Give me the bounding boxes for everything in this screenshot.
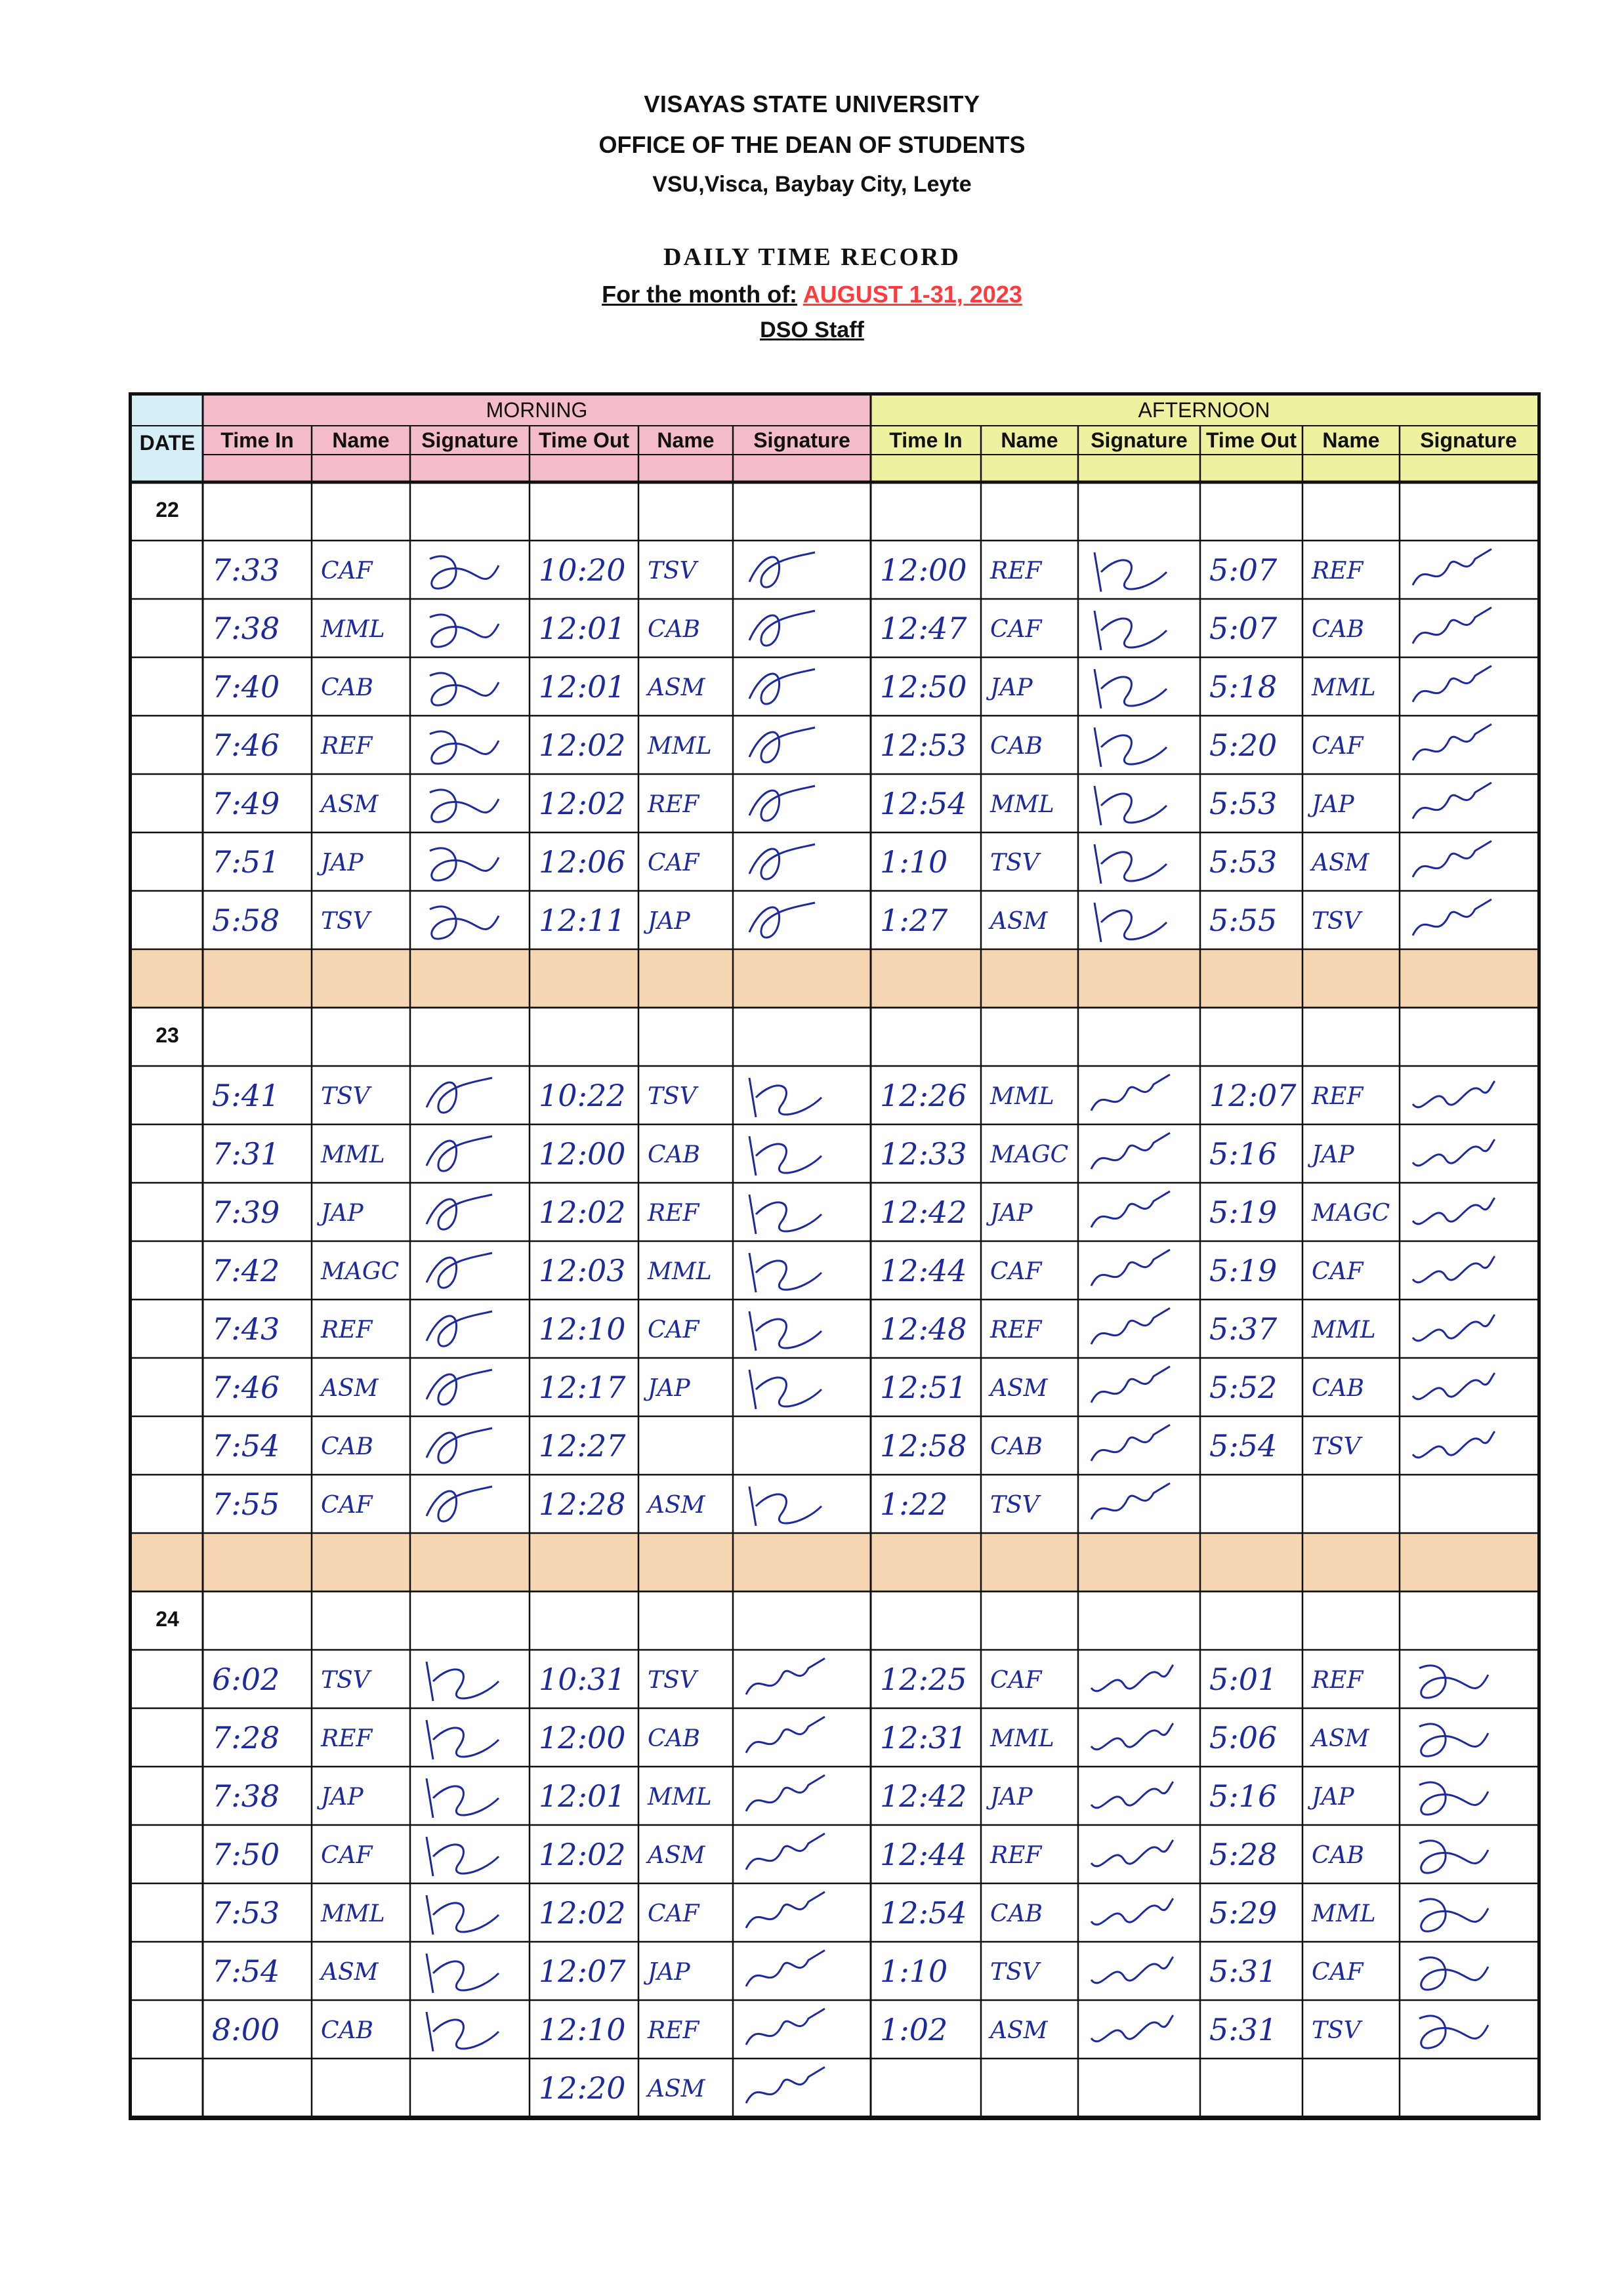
name-entry: JAP bbox=[648, 1959, 690, 1986]
time-entry: 12:42 bbox=[880, 1195, 967, 1230]
name-entry: REF bbox=[1312, 1667, 1364, 1694]
name-entry: CAF bbox=[648, 1317, 699, 1343]
signature-scribble bbox=[1413, 1198, 1495, 1224]
name-entry: JAP bbox=[1312, 791, 1354, 818]
time-entry: 5:19 bbox=[1209, 1195, 1278, 1230]
name-entry: JAP bbox=[321, 1200, 364, 1227]
name-entry: MAGC bbox=[321, 1258, 400, 1285]
signature-scribble bbox=[1091, 1957, 1173, 1983]
signature-scribble bbox=[746, 1892, 825, 1928]
signature-scribble bbox=[749, 1311, 822, 1351]
name-entry: CAB bbox=[321, 674, 373, 701]
time-entry: 12:58 bbox=[880, 1428, 967, 1464]
signature-scribble bbox=[1091, 1782, 1173, 1808]
time-entry: 5:20 bbox=[1209, 728, 1278, 763]
time-entry: 1:22 bbox=[880, 1486, 948, 1522]
signature-scribble bbox=[1094, 611, 1167, 650]
time-entry: 5:41 bbox=[212, 1078, 280, 1113]
signature-scribble bbox=[427, 1370, 492, 1404]
column-header: Name bbox=[1322, 428, 1380, 452]
name-entry: MML bbox=[1312, 674, 1376, 701]
time-entry: 12:42 bbox=[880, 1778, 967, 1814]
signature-scribble bbox=[1091, 1665, 1173, 1691]
signature-scribble bbox=[749, 1486, 822, 1526]
signature-scribble bbox=[1419, 1841, 1488, 1873]
name-entry: MML bbox=[990, 1725, 1054, 1752]
name-entry: TSV bbox=[1312, 1433, 1361, 1460]
signature-scribble bbox=[1419, 1782, 1488, 1814]
afternoon-header: AFTERNOON bbox=[1138, 398, 1270, 422]
time-entry: 7:55 bbox=[212, 1486, 280, 1522]
name-entry: TSV bbox=[321, 1667, 370, 1694]
signature-scribble bbox=[427, 1253, 492, 1288]
signature-scribble bbox=[430, 615, 499, 647]
name-entry: CAF bbox=[1312, 1959, 1364, 1986]
time-entry: 5:07 bbox=[1209, 552, 1278, 588]
time-entry: 7:51 bbox=[212, 844, 280, 880]
signature-scribble bbox=[1091, 1133, 1170, 1169]
name-entry: ASM bbox=[990, 1375, 1048, 1402]
signature-scribble bbox=[746, 1717, 825, 1753]
time-entry: 12:31 bbox=[880, 1720, 967, 1755]
month-line bbox=[0, 281, 1624, 308]
time-entry: 5:06 bbox=[1209, 1720, 1278, 1755]
time-entry: 12:33 bbox=[880, 1136, 967, 1172]
name-entry: CAF bbox=[1312, 1258, 1364, 1285]
column-header: Signature bbox=[753, 428, 850, 452]
name-entry: TSV bbox=[1312, 2017, 1361, 2044]
name-entry: JAP bbox=[321, 1784, 364, 1811]
name-entry: ASM bbox=[321, 1959, 379, 1986]
column-header: Time Out bbox=[1205, 428, 1297, 452]
column-header: Time In bbox=[220, 428, 294, 452]
name-entry: JAP bbox=[648, 908, 690, 935]
day-separator bbox=[132, 1533, 1537, 1591]
signature-scribble bbox=[746, 2009, 825, 2045]
signature-scribble bbox=[1091, 1723, 1173, 1750]
signature-scribble bbox=[749, 786, 815, 821]
time-entry: 5:53 bbox=[1209, 844, 1278, 880]
name-entry: ASM bbox=[321, 791, 379, 818]
time-entry: 7:33 bbox=[212, 552, 280, 588]
column-header: Signature bbox=[1091, 428, 1188, 452]
signature-scribble bbox=[427, 2012, 499, 2051]
signature-scribble bbox=[746, 1658, 825, 1694]
signature-scribble bbox=[427, 1662, 499, 1701]
signature-scribble bbox=[749, 903, 815, 937]
signature-scribble bbox=[1413, 1373, 1495, 1399]
signature-scribble bbox=[1413, 841, 1491, 877]
name-entry: CAB bbox=[1312, 1842, 1364, 1869]
time-record-table bbox=[129, 392, 1541, 2120]
signature-scribble bbox=[1413, 1431, 1495, 1458]
time-entry: 5:31 bbox=[1209, 2012, 1278, 2047]
signature-scribble bbox=[749, 728, 815, 762]
signature-scribble bbox=[427, 1195, 492, 1229]
time-entry: 7:43 bbox=[212, 1311, 280, 1347]
name-entry: CAB bbox=[990, 1900, 1043, 1927]
date-header: DATE bbox=[139, 431, 196, 455]
signature-scribble bbox=[427, 1486, 492, 1521]
signature-scribble bbox=[749, 1136, 822, 1176]
signature-scribble bbox=[427, 1078, 492, 1113]
signature-scribble bbox=[1091, 1308, 1170, 1344]
signature-scribble bbox=[746, 1950, 825, 1986]
office-name: OFFICE OF THE DEAN OF STUDENTS bbox=[598, 131, 1026, 158]
time-entry: 1:10 bbox=[880, 1954, 948, 1989]
name-entry: MML bbox=[648, 1784, 712, 1811]
time-entry: 5:52 bbox=[1209, 1370, 1278, 1405]
time-entry: 7:42 bbox=[212, 1253, 280, 1288]
month-label: For the month of: bbox=[602, 281, 798, 308]
time-entry: 10:31 bbox=[539, 1662, 626, 1697]
signature-scribble bbox=[749, 1253, 822, 1292]
time-entry: 12:53 bbox=[880, 728, 967, 763]
time-entry: 5:01 bbox=[1209, 1662, 1278, 1697]
time-entry: 7:40 bbox=[212, 669, 280, 705]
name-entry: REF bbox=[321, 1317, 373, 1343]
time-entry: 7:39 bbox=[212, 1195, 280, 1230]
signature-scribble bbox=[1094, 786, 1167, 825]
time-entry: 7:28 bbox=[212, 1720, 280, 1755]
time-entry: 1:10 bbox=[880, 844, 948, 880]
name-entry: CAF bbox=[321, 558, 373, 584]
signature-scribble bbox=[1413, 1256, 1495, 1282]
signature-scribble bbox=[1091, 1840, 1173, 1866]
signature-scribble bbox=[749, 552, 815, 587]
name-entry: CAB bbox=[648, 1141, 700, 1168]
time-entry: 12:02 bbox=[539, 1895, 626, 1931]
signature-scribble bbox=[1419, 1899, 1488, 1931]
date-label: 24 bbox=[156, 1607, 179, 1631]
name-entry: TSV bbox=[321, 908, 370, 935]
name-entry: MML bbox=[1312, 1900, 1376, 1927]
name-entry: TSV bbox=[648, 558, 697, 584]
signature-scribble bbox=[1091, 1483, 1170, 1519]
time-entry: 12:54 bbox=[880, 786, 967, 821]
time-entry: 7:46 bbox=[212, 1370, 280, 1405]
time-entry: 12:01 bbox=[539, 1778, 626, 1814]
signature-scribble bbox=[1419, 2016, 1488, 2048]
time-entry: 7:38 bbox=[212, 1778, 280, 1814]
time-entry: 12:02 bbox=[539, 728, 626, 763]
time-entry: 5:18 bbox=[1209, 669, 1278, 705]
name-entry: REF bbox=[1312, 1083, 1364, 1110]
column-header: Time In bbox=[889, 428, 963, 452]
time-entry: 12:00 bbox=[539, 1720, 626, 1755]
signature-scribble bbox=[749, 1370, 822, 1409]
name-entry: MML bbox=[990, 1083, 1054, 1110]
time-entry: 12:07 bbox=[539, 1954, 626, 1989]
time-entry: 7:54 bbox=[212, 1954, 280, 1989]
name-entry: CAB bbox=[321, 1433, 373, 1460]
signature-scribble bbox=[749, 611, 815, 646]
name-entry: MML bbox=[648, 1258, 712, 1285]
name-entry: CAF bbox=[990, 616, 1042, 643]
name-entry: ASM bbox=[1312, 1725, 1369, 1752]
signature-scribble bbox=[1413, 666, 1491, 702]
time-entry: 8:00 bbox=[212, 2012, 280, 2047]
time-entry: 5:54 bbox=[1209, 1428, 1278, 1464]
time-entry: 12:06 bbox=[539, 844, 626, 880]
name-entry: TSV bbox=[1312, 908, 1361, 935]
signature-scribble bbox=[1413, 899, 1491, 935]
signature-scribble bbox=[746, 1834, 825, 1870]
name-entry: CAB bbox=[1312, 616, 1364, 643]
name-entry: CAF bbox=[990, 1258, 1042, 1285]
name-entry: REF bbox=[990, 558, 1042, 584]
column-header: Name bbox=[332, 428, 390, 452]
signature-scribble bbox=[1091, 1075, 1170, 1111]
name-entry: MML bbox=[321, 616, 385, 643]
time-entry: 12:00 bbox=[539, 1136, 626, 1172]
month-value: AUGUST 1-31, 2023 bbox=[802, 281, 1022, 308]
name-entry: JAP bbox=[990, 674, 1033, 701]
name-entry: REF bbox=[321, 1725, 373, 1752]
date-label: 22 bbox=[156, 498, 179, 522]
time-entry: 1:02 bbox=[880, 2012, 948, 2047]
signature-scribble bbox=[1091, 1250, 1170, 1286]
name-entry: TSV bbox=[990, 1959, 1039, 1986]
signature-scribble bbox=[1091, 1425, 1170, 1461]
signature-scribble bbox=[1091, 2015, 1173, 2041]
signature-scribble bbox=[427, 1136, 492, 1171]
time-entry: 12:11 bbox=[539, 903, 626, 938]
time-entry: 6:02 bbox=[212, 1662, 280, 1697]
time-entry: 12:20 bbox=[539, 2070, 626, 2106]
name-entry: CAB bbox=[321, 2017, 373, 2044]
time-entry: 12:26 bbox=[880, 1078, 967, 1113]
signature-scribble bbox=[430, 731, 499, 764]
name-entry: TSV bbox=[648, 1083, 697, 1110]
name-entry: MAGC bbox=[990, 1141, 1069, 1168]
name-entry: ASM bbox=[321, 1375, 379, 1402]
name-entry: ASM bbox=[1312, 850, 1369, 876]
name-entry: JAP bbox=[321, 850, 364, 876]
name-entry: REF bbox=[321, 733, 373, 760]
name-entry: ASM bbox=[648, 1492, 705, 1519]
signature-scribble bbox=[1413, 1315, 1495, 1341]
signature-scribble bbox=[1419, 1666, 1488, 1698]
signature-scribble bbox=[427, 1895, 499, 1935]
time-entry: 12:02 bbox=[539, 786, 626, 821]
signature-scribble bbox=[1413, 724, 1491, 760]
time-entry: 5:53 bbox=[1209, 786, 1278, 821]
time-entry: 12:03 bbox=[539, 1253, 626, 1288]
signature-scribble bbox=[427, 1311, 492, 1346]
name-entry: TSV bbox=[648, 1667, 697, 1694]
time-entry: 12:07 bbox=[1209, 1078, 1297, 1113]
signature-scribble bbox=[1091, 1191, 1170, 1227]
time-entry: 5:19 bbox=[1209, 1253, 1278, 1288]
signature-scribble bbox=[1094, 669, 1167, 708]
name-entry: MAGC bbox=[1312, 1200, 1390, 1227]
name-entry: TSV bbox=[990, 1492, 1039, 1519]
name-entry: ASM bbox=[990, 908, 1048, 935]
signature-scribble bbox=[749, 1195, 822, 1234]
time-entry: 5:16 bbox=[1209, 1778, 1278, 1814]
name-entry: REF bbox=[648, 791, 699, 818]
signature-scribble bbox=[749, 844, 815, 879]
name-entry: JAP bbox=[1312, 1141, 1354, 1168]
time-entry: 12:27 bbox=[539, 1428, 626, 1464]
name-entry: JAP bbox=[648, 1375, 690, 1402]
morning-header: MORNING bbox=[486, 398, 588, 422]
signature-scribble bbox=[1413, 1081, 1495, 1107]
time-entry: 5:55 bbox=[1209, 903, 1278, 938]
signature-scribble bbox=[427, 1837, 499, 1876]
time-entry: 12:54 bbox=[880, 1895, 967, 1931]
signature-scribble bbox=[430, 673, 499, 705]
name-entry: ASM bbox=[648, 674, 705, 701]
time-entry: 12:25 bbox=[880, 1662, 967, 1697]
name-entry: CAF bbox=[990, 1667, 1042, 1694]
time-entry: 7:53 bbox=[212, 1895, 280, 1931]
time-entry: 10:22 bbox=[539, 1078, 626, 1113]
time-entry: 7:31 bbox=[212, 1136, 280, 1172]
signature-scribble bbox=[1419, 1958, 1488, 1990]
name-entry: CAB bbox=[990, 1433, 1043, 1460]
signature-scribble bbox=[427, 1954, 499, 1993]
staff-group: DSO Staff bbox=[760, 318, 864, 342]
time-entry: 5:31 bbox=[1209, 1954, 1278, 1989]
column-header: Time Out bbox=[538, 428, 630, 452]
university-name: VISAYAS STATE UNIVERSITY bbox=[644, 91, 980, 117]
signature-scribble bbox=[430, 556, 499, 588]
signature-scribble bbox=[749, 1078, 822, 1117]
address: VSU,Visca, Baybay City, Leyte bbox=[652, 172, 972, 197]
time-entry: 7:38 bbox=[212, 611, 280, 646]
name-entry: ASM bbox=[648, 2076, 705, 2102]
date-label: 23 bbox=[156, 1023, 179, 1047]
signature-scribble bbox=[1094, 552, 1167, 592]
name-entry: REF bbox=[990, 1842, 1042, 1869]
signature-scribble bbox=[746, 1775, 825, 1811]
name-entry: TSV bbox=[321, 1083, 370, 1110]
name-entry: REF bbox=[648, 2017, 699, 2044]
signature-scribble bbox=[430, 790, 499, 822]
name-entry: JAP bbox=[990, 1200, 1033, 1227]
name-entry: CAF bbox=[648, 1900, 699, 1927]
time-entry: 12:51 bbox=[880, 1370, 967, 1405]
time-entry: 5:07 bbox=[1209, 611, 1278, 646]
signature-scribble bbox=[427, 1778, 499, 1818]
signature-scribble bbox=[1413, 607, 1491, 644]
signature-scribble bbox=[430, 907, 499, 939]
day-separator bbox=[132, 949, 1537, 1008]
time-entry: 5:37 bbox=[1209, 1311, 1278, 1347]
name-entry: CAF bbox=[1312, 733, 1364, 760]
time-entry: 10:20 bbox=[539, 552, 626, 588]
signature-scribble bbox=[1094, 728, 1167, 767]
time-entry: 12:44 bbox=[880, 1253, 967, 1288]
name-entry: ASM bbox=[648, 1842, 705, 1869]
name-entry: JAP bbox=[1312, 1784, 1354, 1811]
name-entry: CAF bbox=[648, 850, 699, 876]
time-entry: 1:27 bbox=[880, 903, 948, 938]
signature-scribble bbox=[430, 848, 499, 880]
column-header: Name bbox=[657, 428, 715, 452]
time-entry: 12:10 bbox=[539, 1311, 626, 1347]
signature-scribble bbox=[1413, 783, 1491, 819]
time-entry: 7:54 bbox=[212, 1428, 280, 1464]
name-entry: MML bbox=[1312, 1317, 1376, 1343]
signature-scribble bbox=[1094, 844, 1167, 884]
name-entry: CAF bbox=[321, 1492, 373, 1519]
record-title: DAILY TIME RECORD bbox=[663, 243, 961, 271]
name-entry: MML bbox=[321, 1900, 385, 1927]
time-entry: 12:17 bbox=[539, 1370, 626, 1405]
signature-scribble bbox=[427, 1720, 499, 1759]
time-entry: 7:50 bbox=[212, 1837, 280, 1872]
name-entry: CAF bbox=[321, 1842, 373, 1869]
signature-scribble bbox=[1091, 1898, 1173, 1925]
time-entry: 12:02 bbox=[539, 1195, 626, 1230]
time-entry: 7:49 bbox=[212, 786, 280, 821]
time-entry: 12:47 bbox=[880, 611, 967, 646]
name-entry: CAB bbox=[648, 1725, 700, 1752]
column-header: Signature bbox=[421, 428, 518, 452]
name-entry: CAB bbox=[648, 616, 700, 643]
name-entry: REF bbox=[648, 1200, 699, 1227]
column-header: Signature bbox=[1420, 428, 1517, 452]
signature-scribble bbox=[1091, 1366, 1170, 1403]
time-entry: 12:50 bbox=[880, 669, 967, 705]
time-entry: 12:28 bbox=[539, 1486, 626, 1522]
time-entry: 12:00 bbox=[880, 552, 967, 588]
time-entry: 12:48 bbox=[880, 1311, 967, 1347]
time-entry: 12:01 bbox=[539, 611, 626, 646]
signature-scribble bbox=[1094, 903, 1167, 942]
name-entry: REF bbox=[990, 1317, 1042, 1343]
name-entry: MML bbox=[648, 733, 712, 760]
time-entry: 12:44 bbox=[880, 1837, 967, 1872]
signature-scribble bbox=[749, 669, 815, 704]
name-entry: MML bbox=[990, 791, 1054, 818]
time-entry: 12:02 bbox=[539, 1837, 626, 1872]
signature-scribble bbox=[427, 1428, 492, 1463]
time-entry: 5:58 bbox=[212, 903, 280, 938]
signature-scribble bbox=[1413, 549, 1491, 585]
name-entry: MML bbox=[321, 1141, 385, 1168]
time-entry: 5:29 bbox=[1209, 1895, 1278, 1931]
name-entry: CAB bbox=[1312, 1375, 1364, 1402]
time-entry: 5:16 bbox=[1209, 1136, 1278, 1172]
signature-scribble bbox=[1419, 1724, 1488, 1756]
name-entry: REF bbox=[1312, 558, 1364, 584]
name-entry: ASM bbox=[990, 2017, 1048, 2044]
name-entry: TSV bbox=[990, 850, 1039, 876]
name-entry: CAB bbox=[990, 733, 1043, 760]
time-entry: 12:10 bbox=[539, 2012, 626, 2047]
signature-scribble bbox=[746, 2067, 825, 2103]
time-entry: 12:01 bbox=[539, 669, 626, 705]
time-entry: 5:28 bbox=[1209, 1837, 1278, 1872]
column-header: Name bbox=[1001, 428, 1058, 452]
time-entry: 7:46 bbox=[212, 728, 280, 763]
name-entry: JAP bbox=[990, 1784, 1033, 1811]
signature-scribble bbox=[1413, 1139, 1495, 1166]
